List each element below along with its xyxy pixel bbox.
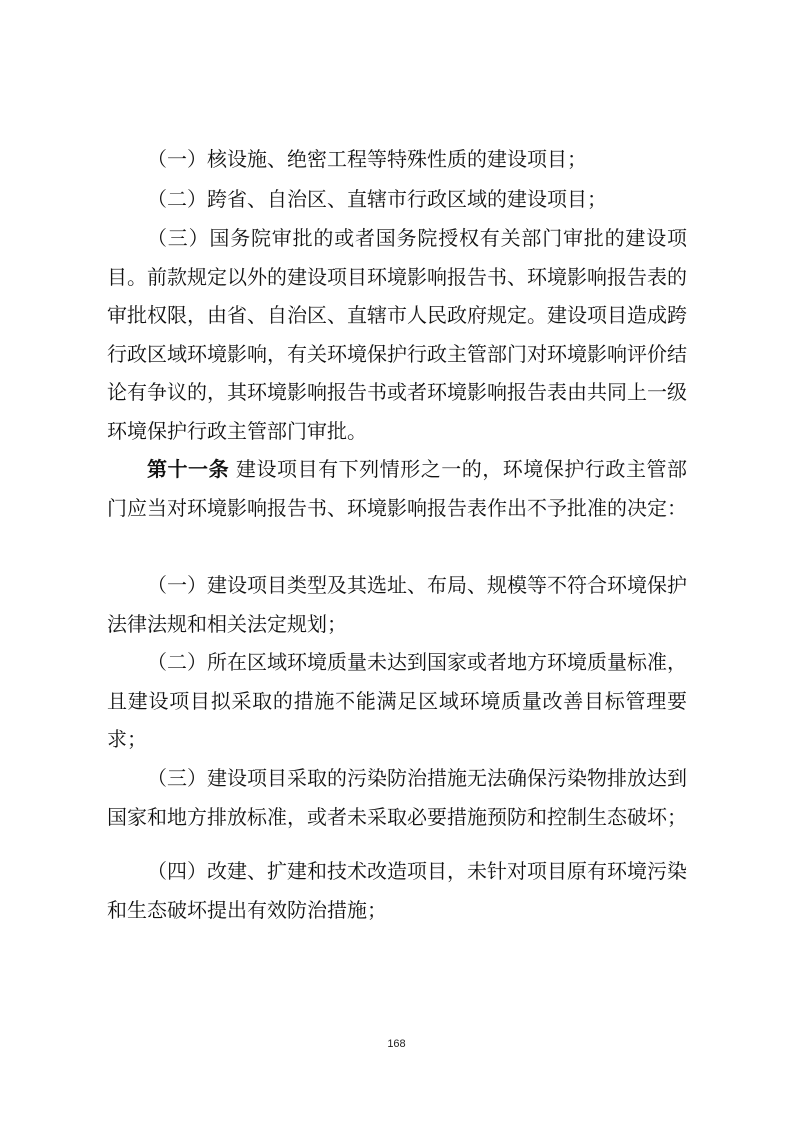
paragraph-text: （四）改建、扩建和技术改造项目，未针对项目原有环境污染和生态破坏提出有效防治措施； — [107, 859, 687, 922]
paragraph-item-2 — [107, 180, 687, 219]
paragraph-text: （三）建设项目采取的污染防治措施无法确保污染物排放达到国家和地方排放标准，或者未采取必要措施预防和控制生态破坏； — [107, 766, 687, 829]
paragraph-item-1 — [107, 140, 687, 179]
paragraph-text: （三）国务院审批的或者国务院授权有关部门审批的建设项目。前款规定以外的建设项目环境影响报告书、环境影响报告表的审批权限，由省、自治区、直辖市人民政府规定。建设项目造成跨行政区域环境影响，有关环境保护行政主管部门对环境影响评价结论有争议的，其环境影响报告书或者环境影响报告表由共同上一级环境保护行政主管部门审批。 — [107, 226, 687, 443]
article-11-paragraph — [107, 450, 687, 527]
page-number: 168 — [387, 1038, 406, 1050]
paragraph-item-6 — [107, 759, 687, 836]
paragraph-item-3 — [107, 219, 687, 451]
paragraph-text: （一）建设项目类型及其选址、布局、规模等不符合环境保护法律法规和相关法定规划； — [107, 573, 687, 636]
paragraph-text: 建设项目有下列情形之一的，环境保护行政主管部门应当对环境影响报告书、环境影响报告表作出不予批准的决定： — [107, 457, 688, 520]
paragraph-item-7 — [107, 852, 687, 929]
article-heading: 第十一条 — [147, 457, 230, 481]
paragraph-item-5 — [107, 643, 687, 759]
paragraph-text: （一）核设施、绝密工程等特殊性质的建设项目； — [147, 147, 587, 171]
paragraph-text: （二）所在区域环境质量未达到国家或者地方环境质量标准，且建设项目拟采取的措施不能满足区域环境质量改善目标管理要求； — [107, 650, 687, 752]
paragraph-item-4 — [107, 566, 687, 643]
paragraph-text: （二）跨省、自治区、直辖市行政区域的建设项目； — [147, 187, 607, 211]
